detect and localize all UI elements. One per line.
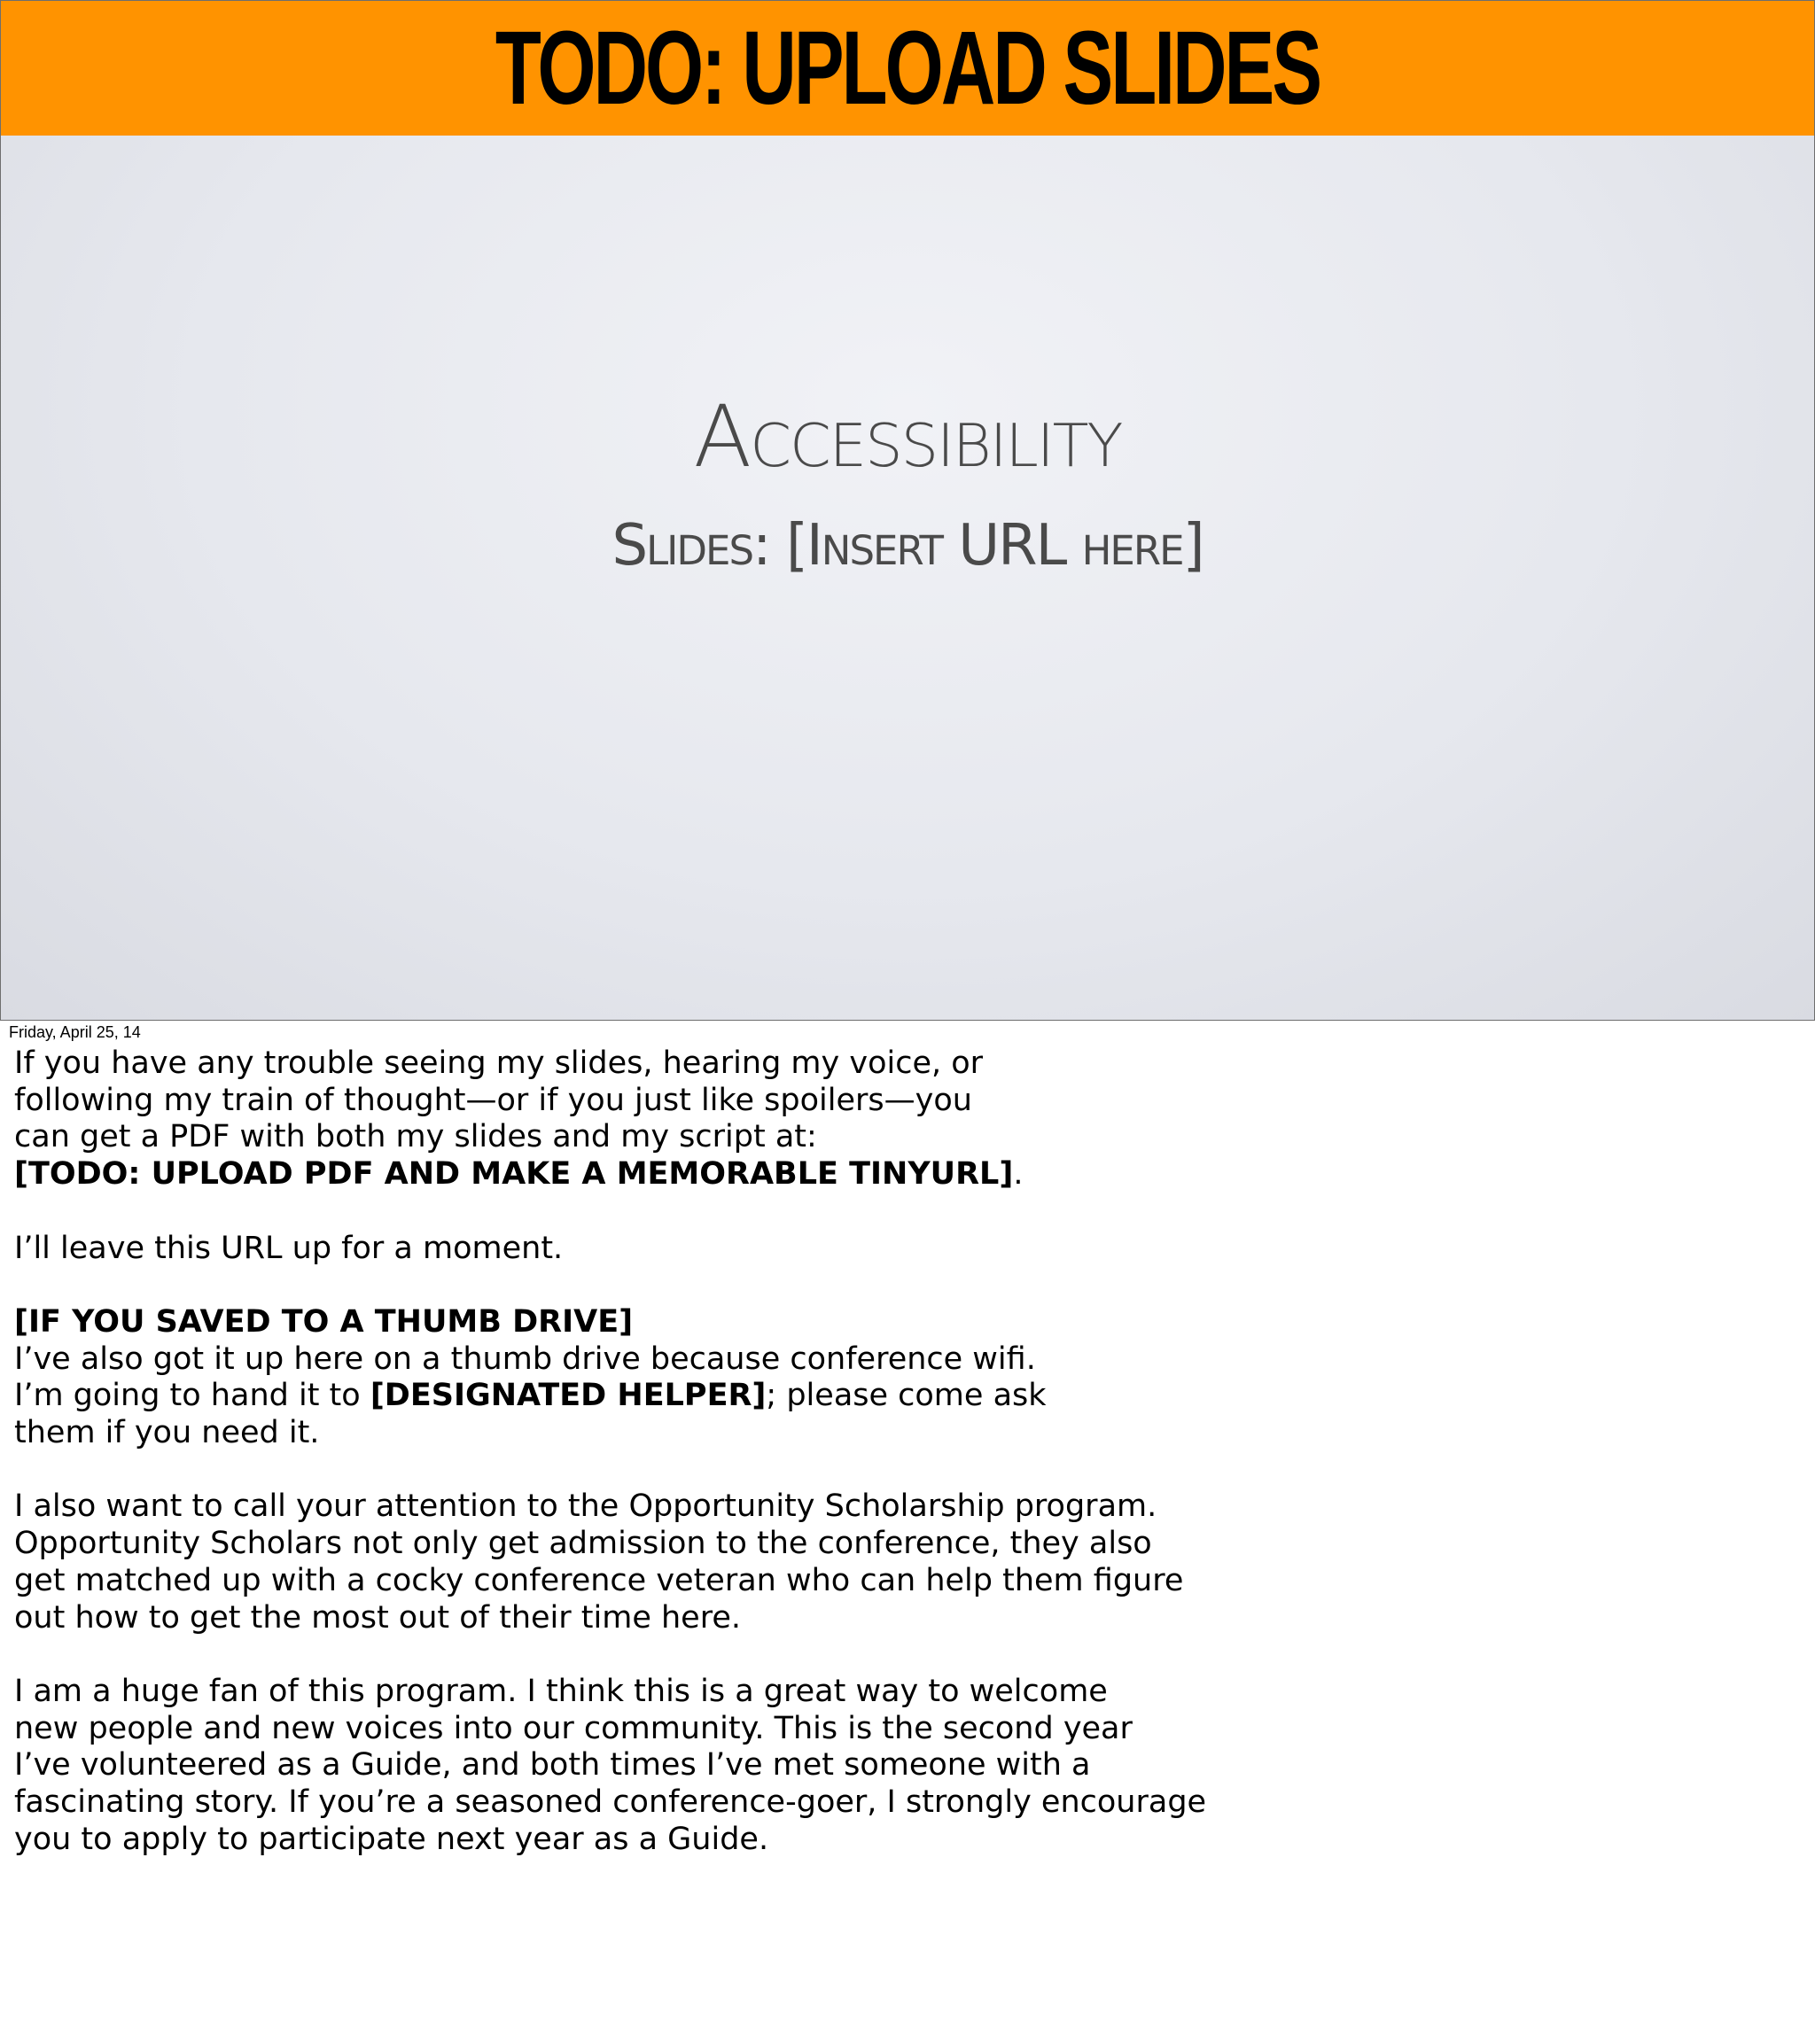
notes-text: I’m going to hand it to — [14, 1378, 370, 1414]
notes-line: following my train of thought—or if you just like spoilers—you — [14, 1082, 972, 1118]
notes-line — [14, 1378, 1397, 1415]
notes-line: them if you need it. — [14, 1415, 320, 1450]
notes-paragraph — [14, 1045, 1397, 1193]
slide-date: Friday, April 25, 14 — [9, 1023, 141, 1041]
notes-line: I’ve also got it up here on a thumb drive because conference wifi. — [14, 1341, 1036, 1377]
notes-bold-text: [TODO: UPLOAD PDF AND MAKE A MEMORABLE TINYURL] — [14, 1156, 1014, 1193]
notes-paragraph — [14, 1231, 1397, 1268]
speaker-notes — [14, 1045, 1397, 1858]
notes-line: out how to get the most out of their time here. — [14, 1599, 741, 1636]
notes-line: new people and new voices into our community. This is the second year — [14, 1710, 1133, 1746]
slide-subtitle: Slides: [Insert URL here] — [611, 513, 1204, 579]
notes-line: I’ve volunteered as a Guide, and both times I’ve met someone with a — [14, 1747, 1091, 1784]
notes-line: get matched up with a cocky conference veteran who can help them figure — [14, 1562, 1184, 1598]
notes-line: you to apply to participate next year as a Guide. — [14, 1821, 769, 1857]
notes-line: I also want to call your attention to the Opportunity Scholarship program. — [14, 1488, 1157, 1525]
notes-bold-text: [DESIGNATED HELPER] — [370, 1378, 767, 1414]
notes-text: ; please come ask — [766, 1378, 1047, 1414]
notes-line: I’ll leave this URL up for a moment. — [14, 1230, 564, 1266]
notes-line: I am a huge fan of this program. I think this is a great way to welcome — [14, 1673, 1108, 1709]
notes-line: fascinating story. If you’re a seasoned conference-goer, I strongly encourage — [14, 1784, 1207, 1820]
notes-line: Opportunity Scholars not only get admission to the conference, they also — [14, 1526, 1152, 1562]
notes-paragraph — [14, 1304, 1397, 1452]
banner-text: TODO: UPLOAD SLIDES — [495, 10, 1320, 127]
notes-line — [14, 1304, 1397, 1341]
notes-paragraph — [14, 1674, 1397, 1859]
notes-line: If you have any trouble seeing my slides, hearing my voice, or — [14, 1045, 984, 1081]
slide-title: Accessibility — [693, 387, 1122, 486]
notes-bold-text: [IF YOU SAVED TO A THUMB DRIVE] — [14, 1303, 634, 1340]
notes-line — [14, 1156, 1397, 1193]
todo-banner — [1, 1, 1814, 136]
notes-line: can get a PDF with both my slides and my script at: — [14, 1119, 817, 1155]
slide-image — [0, 0, 1815, 1021]
notes-paragraph — [14, 1488, 1397, 1636]
notes-text: . — [1013, 1156, 1024, 1193]
